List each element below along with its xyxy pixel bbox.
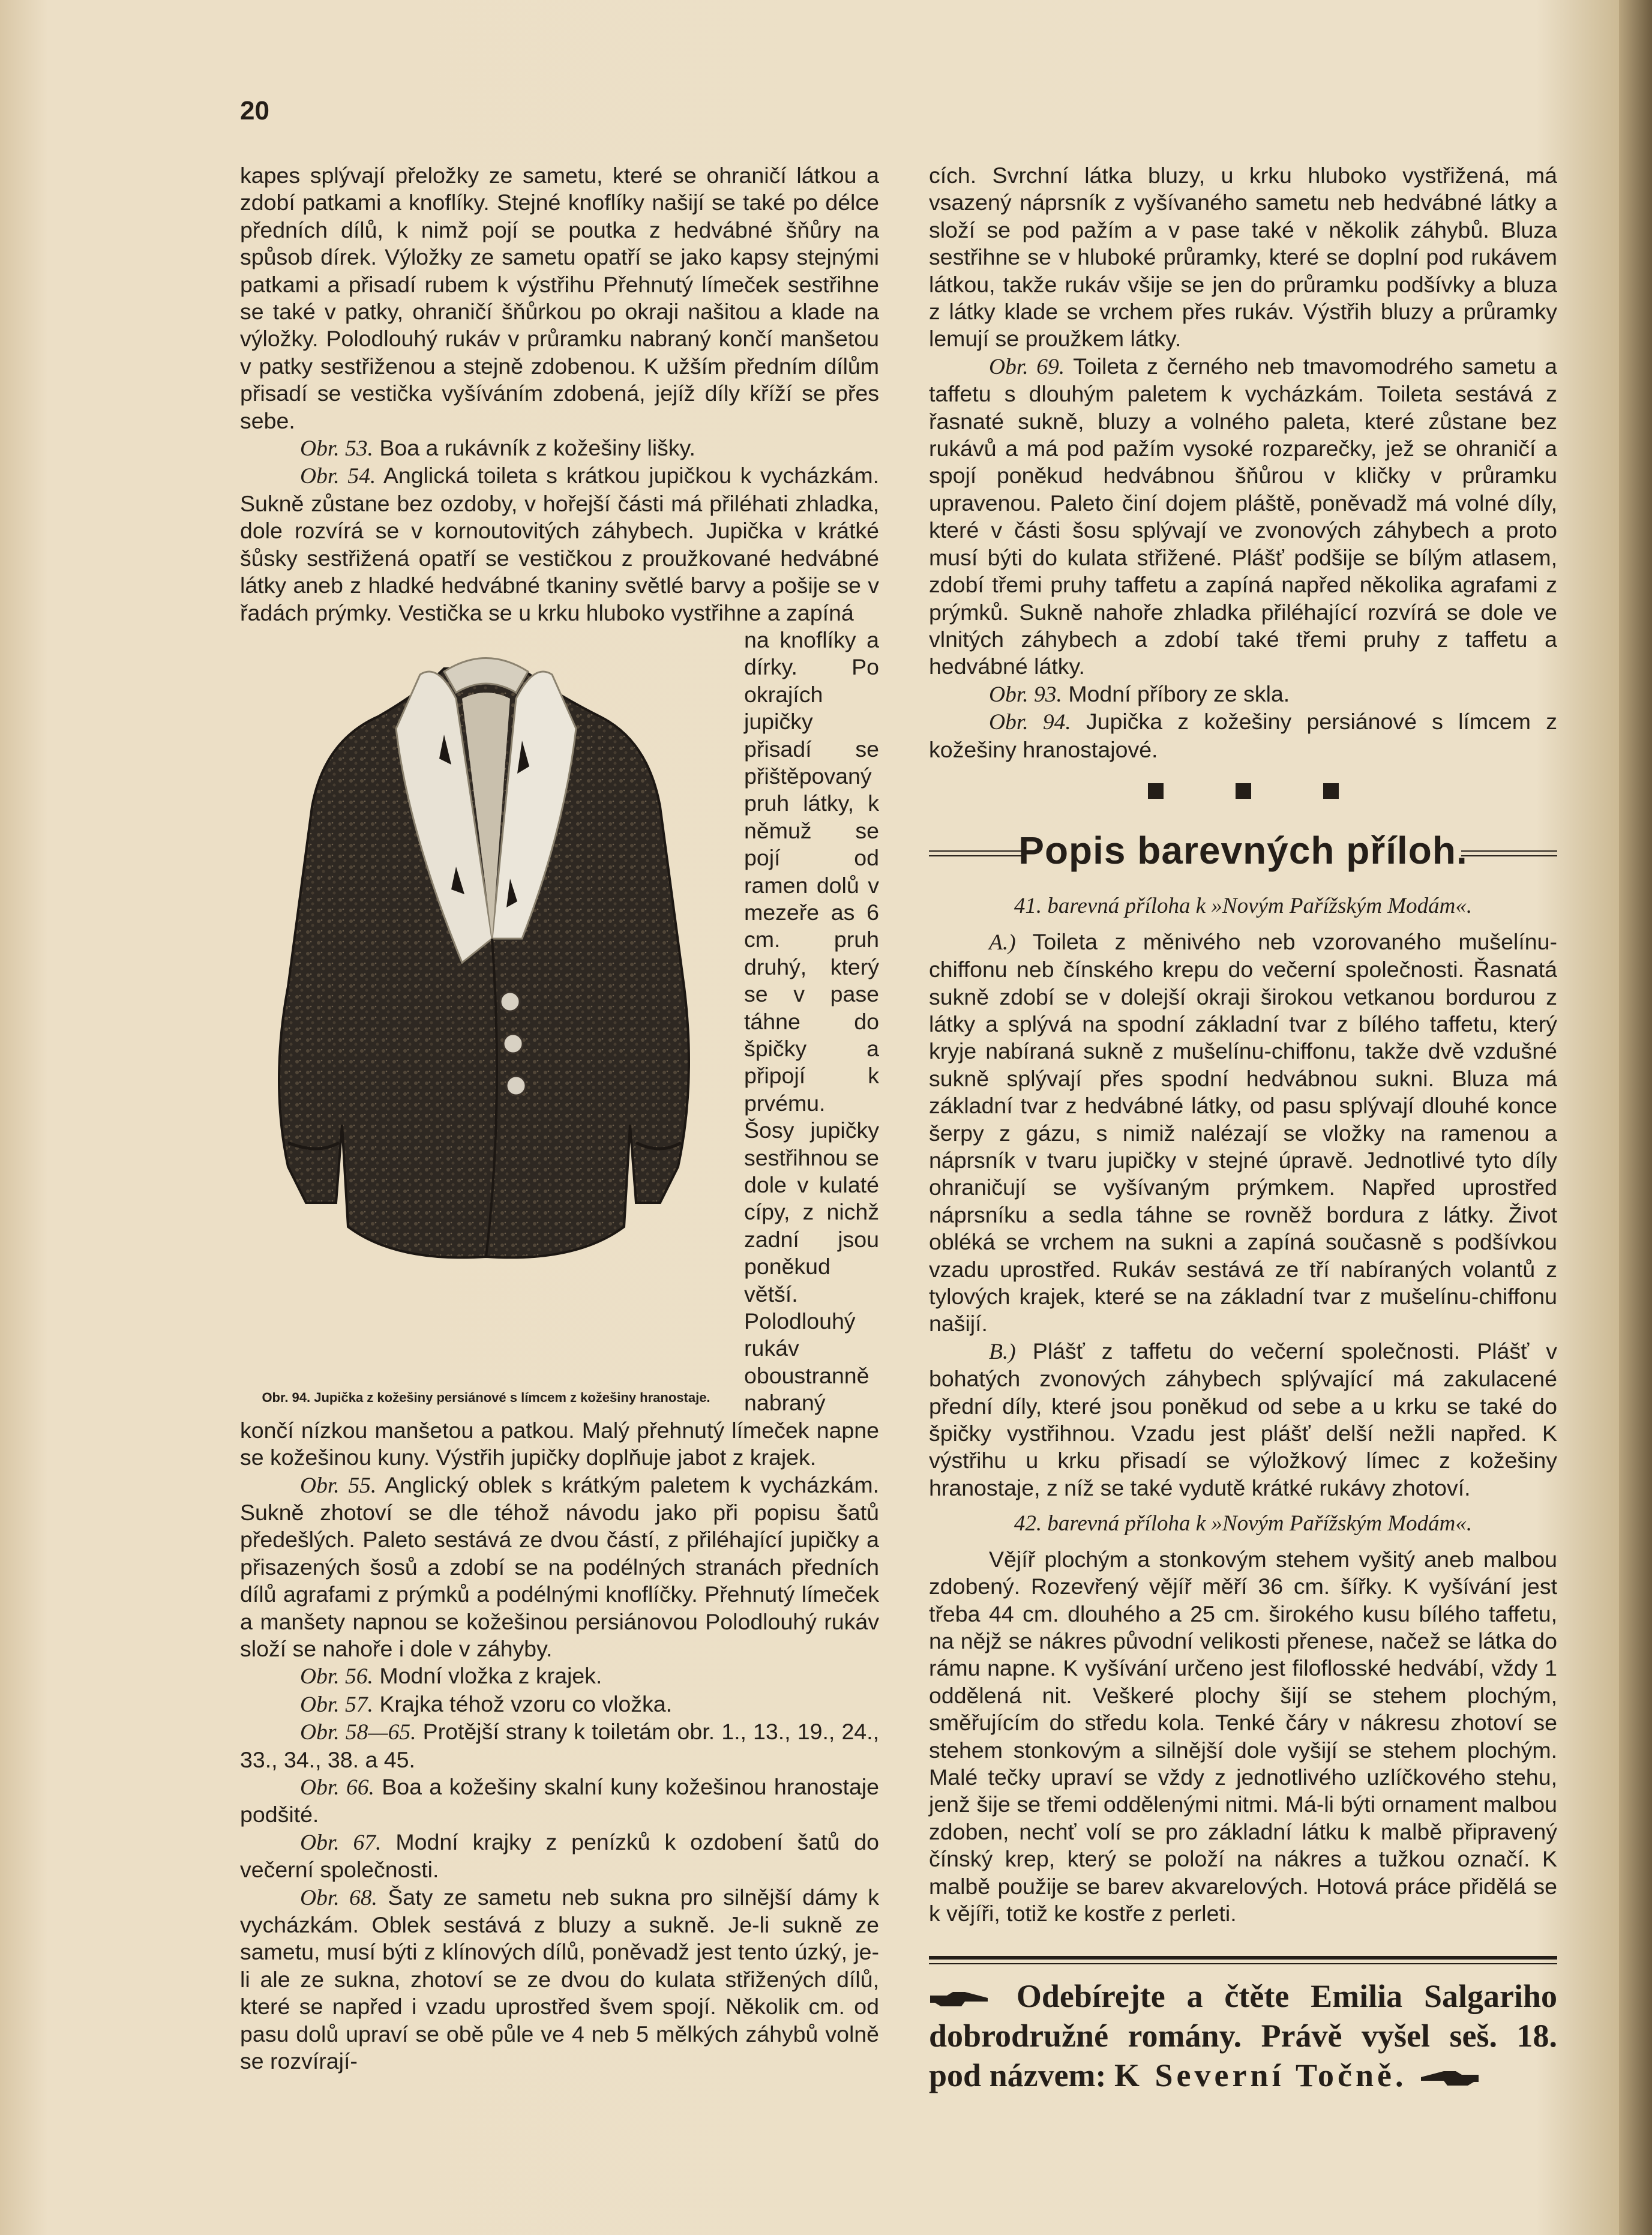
- section-divider-squares: [929, 779, 1557, 806]
- figure-ref: Obr. 56.: [300, 1664, 373, 1689]
- item-ref: A.): [989, 930, 1016, 955]
- page-number: 20: [240, 96, 269, 125]
- page-binding-shadow: [1619, 0, 1652, 2235]
- paragraph-fan: Vějíř plochým a stonkovým stehem vyšitý aneb malbou zdobený. Rozevřený vějíř měří 36 cm. šířky. K vyšívání jest třeba 44 cm. dlouhého a 25 cm. širokého kusu bílého taffetu, na nějž se nákres původní velikosti přenese, načež se látka do rámu napne. K vyšívání určeno jest filoflosské hedvábí, vždy 1 oddělená nit. Veškeré plochy šijí se stehem plochým, směřujícím do středu kola. Tenké čáry v nákresu zhotoví se stehem stonkovým a silnější dole vyšijí se stehem plochým. Malé tečky upraví se vždy z jednotlivého uzlíčkového stehu, jenž šije se třemi oddělenými nitmi. Má-li býti ornament malbou zdoben, nechť volí se pro základní látku k malbě připravený čínský krep, který se položí na nákres a tužkou označí. K malbě použije se barev akvarelových. Hotová práce přidělá se k vějíři, totiž ke kostře z perleti.: [929, 1546, 1557, 1926]
- paragraph-a: A.) Toileta z měnivého neb vzorovaného mušelínu-chiffonu neb čínského krepu do večerní společnosti. Řasnatá sukně zdobí se v dolejší okraji širokou vetkanou bordurou z látky a splývá na spodní základní tvar z bílého taffetu, který kryje nabíraná sukně z mušelínu-chiffonu, takže dvě vzdušné sukně splývají přes spodní hedvábnou sukni. Bluza má základní tvar z hedvábné látky, od pasu splývají dlouhé konce šerpy z gázu, s nimiž nalézají se vložky na ramenou a náprsník v tvaru jupičky v stejné úpravě. Jednotlivé tyto díly ohraničují se vyšívaným prýmkem. Napřed uprostřed náprsníku a sedla táhne se rovněž bordura z látky. Život obléká se vrchem na sukni a zapíná současně s podšívkou vzadu uprostřed. Rukáv sestává ze tří nabíraných volantů z tylových krajek, které se na základní tvar z mušelínu-chiffonu našijí.: [929, 928, 1557, 1337]
- figure-jacket: [240, 627, 732, 1407]
- item-ref: B.): [989, 1339, 1016, 1364]
- figure-caption: Obr. 94. Jupička z kožešiny persiánové s límcem z kožešiny hranostaje.: [262, 1389, 710, 1405]
- figure-ref: Obr. 57.: [300, 1692, 373, 1717]
- subheading-41: 41. barevná příloha k »Novým Pařížským Modám«.: [1014, 894, 1473, 919]
- figure-ref: Obr. 53.: [300, 436, 373, 462]
- section-title: Popis barevných příloh.: [929, 826, 1557, 874]
- figure-ref: Obr. 66.: [300, 1775, 374, 1800]
- paragraph-wrap: na knoflíky a dírky. Po okrajích jupičky přisadí se přištěpovaný pruh látky, k němuž se pojí od ramen dolů v mezeře as 6 cm. pruh druhý, který se v pase táhne do špičky a připojí k prvému. Šosy jupičky sestřihnou se dole v kulaté cípy, z nichž zadní jsou poněkud větší. Polodlouhý rukáv oboustranně nabraný končí nízkou manšetou a patkou. Malý přehnutý límeček napne se kožešinou kuny. Výstřih jupičky doplňuje jabot z krajek.: [240, 627, 879, 1470]
- paragraph-obr-67: Obr. 67. Modní krajky z penízků k ozdobení šatů do večerní společnosti.: [240, 1829, 879, 1883]
- jacket-illustration: [240, 627, 732, 1389]
- figure-ref: Obr. 55.: [300, 1473, 377, 1498]
- paragraph-obr-57: Obr. 57. Krajka téhož vzoru co vložka.: [300, 1691, 673, 1717]
- paragraph-obr-93: Obr. 93. Modní příbory ze skla.: [989, 681, 1290, 707]
- paragraph-obr-58: Obr. 58—65. Protější strany k toiletám obr. 1., 13., 19., 24., 33., 34., 38. a 45.: [240, 1719, 879, 1772]
- figure-ref: Obr. 68.: [300, 1885, 377, 1910]
- figure-ref: Obr. 93.: [989, 682, 1062, 707]
- figure-ref: Obr. 69.: [989, 354, 1065, 379]
- paragraph: cích. Svrchní látka bluzy, u krku hluboko vystřižená, má vsazený náprsník z vyšívaného sametu neb hedvábné látky a složí se pod pažím a v pase také v několik záhybů. Bluza sestřihne se v hluboké průramky, které se doplní pod rukávem látkou, takže rukáv všije se jen do průramku podšívky a bluza z látky klade se vrchem přes rukáv. Výstřih bluzy a průramky lemují se proužkem látky.: [929, 163, 1557, 352]
- figure-ref: Obr. 67.: [300, 1830, 382, 1855]
- paragraph-obr-66: Obr. 66. Boa a kožešiny skalní kuny kožešinou hranostaje podšité.: [240, 1773, 879, 1827]
- paragraph-obr-69: Obr. 69. Toileta z černého neb tmavomodrého sametu a taffetu s dlouhým paletem k vycházkám. Toileta sestává z řasnaté sukně, bluzy a volného paleta, které zůstane bez rukávů a má pod pažím vysoké rozparečky, jež se ohraničí a spojí poněkud hedvábnou šňůrou v kličky v průramku upravenou. Paleto činí dojem pláště, poněvadž má volné díly, které v části šosu splývají ve zvonových záhybech a proto musí býti do kulata střižené. Plášť podšije se bílým atlasem, zdobí třemi pruhy taffetu a zapíná napřed několika agrafami z prýmků. Sukně nahoře zhladka přiléhající rozvírá se dole ve vlnitých záhybech a zdobí také třemi pruhy z taffetu a hedvábné látky.: [929, 353, 1557, 679]
- paragraph-obr-56: Obr. 56. Modní vložka z krajek.: [300, 1663, 602, 1689]
- right-column: [929, 162, 1557, 2095]
- left-column: [240, 162, 879, 2075]
- pointing-hand-icon: [1420, 2070, 1480, 2088]
- paragraph-obr-53: Obr. 53. Boa a rukávník z kožešiny lišky.: [300, 435, 695, 462]
- figure-ref: Obr. 94.: [989, 710, 1071, 735]
- paragraph-obr-55: Obr. 55. Anglický oblek s krátkým paletem k vycházkám. Sukně zhotoví se dle téhož návodu jako při popisu šatů předešlých. Paleto sestává ze dvou částí, z přiléhající jupičky a přisazených šosů a zdobí se na podélných stranách předních dílů agrafami z prýmků a podélnými knoflíčky. Přehnutý límeček a manšety napnou se kožešinou persiánovou Polodlouhý rukáv složí se nahoře i dole v záhyby.: [240, 1472, 879, 1661]
- paragraph-obr-68: Obr. 68. Šaty ze sametu neb sukna pro silnější dámy k vycházkám. Oblek sestává z bluzy a sukně. Je-li sukně ze sametu, musí býti z klínových dílů, poněvadž jest tento úzký, je-li ale ze sukna, zhotoví se ze dvou do kulata střižených dílů, které se napřed i vzadu uprostřed švem spojí. Několik cm. od pasu dolů upraví se obě půle ve 4 neb 5 mělkých záhybů volně se rozvírají-: [240, 1884, 879, 2074]
- figure-ref: Obr. 58—65.: [300, 1720, 416, 1745]
- advertisement-title: K Severní Točně.: [1114, 2057, 1407, 2094]
- advertisement-rule: [929, 1956, 1557, 1964]
- figure-ref: Obr. 54.: [300, 464, 376, 489]
- paragraph-b: B.) Plášť z taffetu do večerní společnosti. Plášť v bohatých zvonových záhybech splývající má zakulacené přední díly, které jsou poněkud od sebe a u krku se také do špičky vystřihnou. Vzadu jest plášť delší nežli napřed. K výstřihu u krku přisadí se výložkový límec z kožešiny hranostaje, z níž se také vydutě krátké rukávy zhotoví.: [929, 1338, 1558, 1500]
- paragraph-obr-94: Obr. 94. Jupička z kožešiny persiánové s límcem z kožešiny hranostajové.: [929, 709, 1557, 762]
- subheading-42: 42. barevná příloha k »Novým Pařížským Modám«.: [1014, 1511, 1473, 1536]
- advertisement: Odebírejte a čtěte Emilia Salgariho dobrodružné romány. Právě vyšel seš. 18. pod názvem: K Severní Točně.: [929, 1978, 1557, 2094]
- paragraph-obr-54: Obr. 54. Anglická toileta s krátkou jupičkou k vycházkám. Sukně zůstane bez ozdoby, v hořejší části má přiléhati zhladka, dole rozvírá se v kornoutovitých záhybech. Jupička v krátké šůsky sestřižená opatří se vestičkou z proužkované hedvábné látky aneb z hladké hedvábné tkaniny světlé barvy a pošije se v řadách prýmky. Vestička se u krku hluboko vystřihne a zapíná: [240, 463, 879, 625]
- paragraph: kapes splývají přeložky ze sametu, které se ohraničí látkou a zdobí patkami a knoflíky. Stejné knoflíky našijí se také po délce předních dílů, k nimž pojí se poutka z hedvábné šňůry na spůsob dírek. Výložky ze sametu opatří se jako kapsy stejnými patkami a přisadí rubem k výstřihu Přehnutý límeček sestřihne se také v patky, ohraničí šňůrkou po okraji našitou a klade na výložky. Polodlouhý rukáv v průramku nabraný končí manšetou v patky sestřiženou a stejně zdobenou. K užším předním dílům přisadí se vestička vyšíváním zdobená, jejíž díly kříží se přes sebe.: [240, 163, 879, 433]
- pointing-hand-icon: [929, 1991, 989, 2009]
